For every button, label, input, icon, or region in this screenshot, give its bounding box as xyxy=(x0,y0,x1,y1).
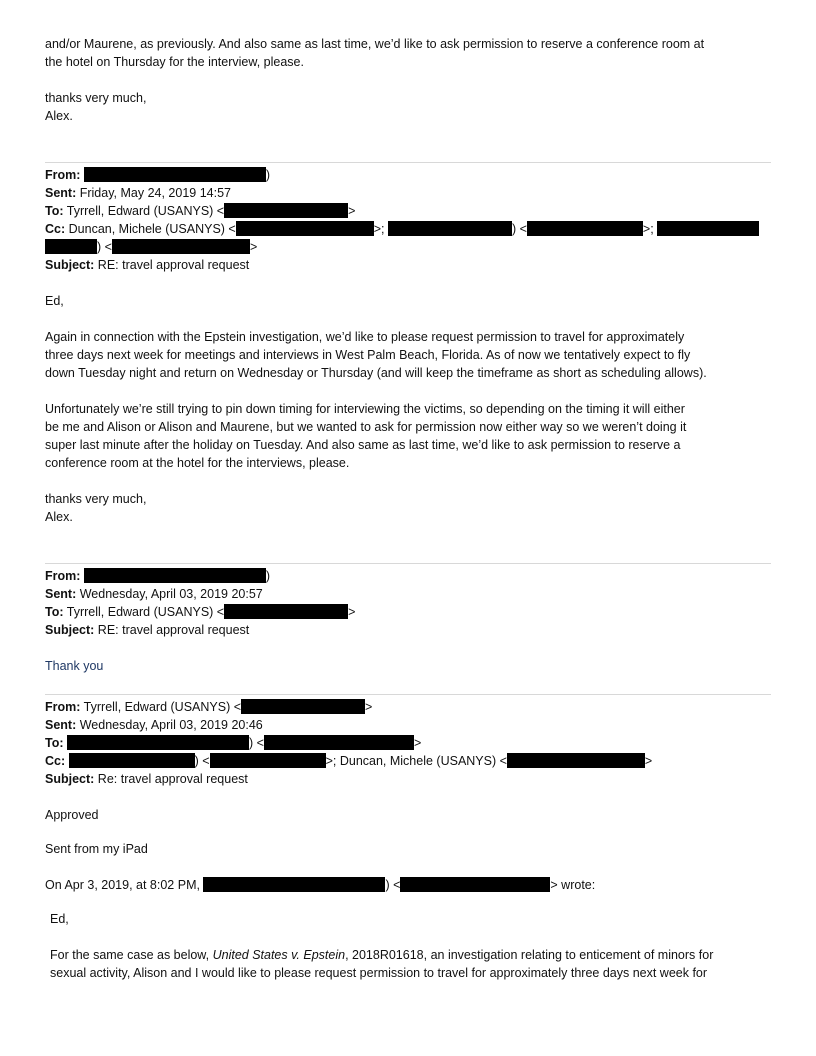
email-divider xyxy=(45,694,771,695)
email-header-subject xyxy=(45,770,248,788)
body-line: be me and Alison or Alison and Maurene, but we wanted to ask for permission now either way so we weren’t doing it xyxy=(45,420,687,434)
body-line xyxy=(50,946,713,964)
email-header-cc: Cc: ) < >; Duncan, Michele (USANYS) < > xyxy=(45,754,653,768)
cc-label: Cc: xyxy=(45,222,66,236)
to-label: To: xyxy=(45,736,64,750)
email-header-to: To: Tyrrell, Edward (USANYS) < > xyxy=(45,605,356,619)
intro-line: the hotel on Thursday for the interview, please. xyxy=(45,55,304,69)
cc-label: Cc: xyxy=(45,754,66,768)
redaction xyxy=(527,221,643,236)
case-name: United States v. Epstein xyxy=(212,948,346,962)
redaction xyxy=(84,568,266,583)
intro-line: and/or Maurene, as previously. And also same as last time, we’d like to ask permission to reserve a conference room at xyxy=(45,37,705,51)
body-text: For the same case as below, xyxy=(50,948,210,962)
redaction xyxy=(224,203,348,218)
email-header-from: From: Tyrrell, Edward (USANYS) < > xyxy=(45,700,373,714)
subject-value: Re: travel approval request xyxy=(97,772,248,786)
sent-value: Friday, May 24, 2019 14:57 xyxy=(79,186,231,200)
redaction xyxy=(69,753,195,768)
cc-value: ; Duncan, Michele (USANYS) < xyxy=(332,754,507,768)
from-value: Tyrrell, Edward (USANYS) < xyxy=(83,700,242,714)
cc-value: Duncan, Michele (USANYS) < xyxy=(68,222,236,236)
email-header-subject xyxy=(45,256,249,274)
email-header-from: From: ) xyxy=(45,168,271,182)
email-header-sent xyxy=(45,184,231,202)
from-label: From: xyxy=(45,569,81,583)
subject-value: RE: travel approval request xyxy=(97,623,250,637)
email-header-to: To: ) < > xyxy=(45,736,422,750)
redaction xyxy=(45,239,97,254)
signature: Alex. xyxy=(45,510,73,524)
redaction xyxy=(388,221,512,236)
body-line: Unfortunately we’re still trying to pin down timing for interviewing the victims, so depending on the timing it will either xyxy=(45,402,685,416)
email-header-sent xyxy=(45,585,263,603)
body-text: , 2018R01618, an investigation relating to enticement of minors for xyxy=(345,948,714,962)
redaction xyxy=(657,221,759,236)
to-value: Tyrrell, Edward (USANYS) < xyxy=(66,605,225,619)
redaction xyxy=(112,239,250,254)
email-header-cc-cont: ) < > xyxy=(45,238,257,256)
email-header-subject xyxy=(45,621,249,639)
to-label: To: xyxy=(45,204,64,218)
email-header-from: From: ) xyxy=(45,569,271,583)
sent-value: Wednesday, April 03, 2019 20:46 xyxy=(79,718,263,732)
sent-value: Wednesday, April 03, 2019 20:57 xyxy=(79,587,263,601)
body-line: down Tuesday night and return on Wednesday or Thursday (and will keep the timeframe as short as scheduling allows). xyxy=(45,366,707,380)
redaction xyxy=(236,221,374,236)
signature: Alex. xyxy=(45,109,73,123)
signoff: thanks very much, xyxy=(45,492,147,506)
email-header-to: To: Tyrrell, Edward (USANYS) < > xyxy=(45,204,356,218)
redaction xyxy=(210,753,326,768)
body-line: three days next week for meetings and interviews in West Palm Beach, Florida. As of now we tentatively expect to fly xyxy=(45,348,691,362)
greeting: Ed, xyxy=(50,912,69,926)
body-line: conference room at the hotel for the interviews, please. xyxy=(45,456,350,470)
redaction xyxy=(67,735,249,750)
email-header-sent xyxy=(45,716,263,734)
body-line: sexual activity, Alison and I would like to please request permission to travel for approximately three days next week for xyxy=(50,966,708,980)
subject-value: RE: travel approval request xyxy=(97,258,250,272)
subject-label: Subject: xyxy=(45,258,95,272)
to-label: To: xyxy=(45,605,64,619)
body-line: Approved xyxy=(45,808,99,822)
redaction xyxy=(224,604,348,619)
body-line: Again in connection with the Epstein investigation, we’d like to please request permission to travel for approximately xyxy=(45,330,685,344)
to-value: Tyrrell, Edward (USANYS) < xyxy=(66,204,225,218)
email-divider xyxy=(45,162,771,163)
email-divider xyxy=(45,563,771,564)
sent-label: Sent: xyxy=(45,186,77,200)
sent-label: Sent: xyxy=(45,587,77,601)
body-line: Thank you xyxy=(45,659,104,673)
body-line: Sent from my iPad xyxy=(45,842,148,856)
redaction xyxy=(241,699,365,714)
subject-label: Subject: xyxy=(45,623,95,637)
body-line: super last minute after the holiday on Tuesday. And also same as last time, we’d like to ask permission to reserve a xyxy=(45,438,681,452)
quote-header: On Apr 3, 2019, at 8:02 PM, ) < > wrote: xyxy=(45,878,596,892)
subject-label: Subject: xyxy=(45,772,95,786)
quote-suffix: wrote: xyxy=(561,878,596,892)
redaction xyxy=(400,877,550,892)
signoff: thanks very much, xyxy=(45,91,147,105)
from-label: From: xyxy=(45,700,81,714)
redaction xyxy=(203,877,385,892)
quote-prefix: On Apr 3, 2019, at 8:02 PM, xyxy=(45,878,200,892)
greeting: Ed, xyxy=(45,294,64,308)
email-header-cc: Cc: Duncan, Michele (USANYS) < >; ) < >; xyxy=(45,220,759,238)
redaction xyxy=(507,753,645,768)
redaction xyxy=(264,735,414,750)
from-label: From: xyxy=(45,168,81,182)
sent-label: Sent: xyxy=(45,718,77,732)
redaction xyxy=(84,167,266,182)
